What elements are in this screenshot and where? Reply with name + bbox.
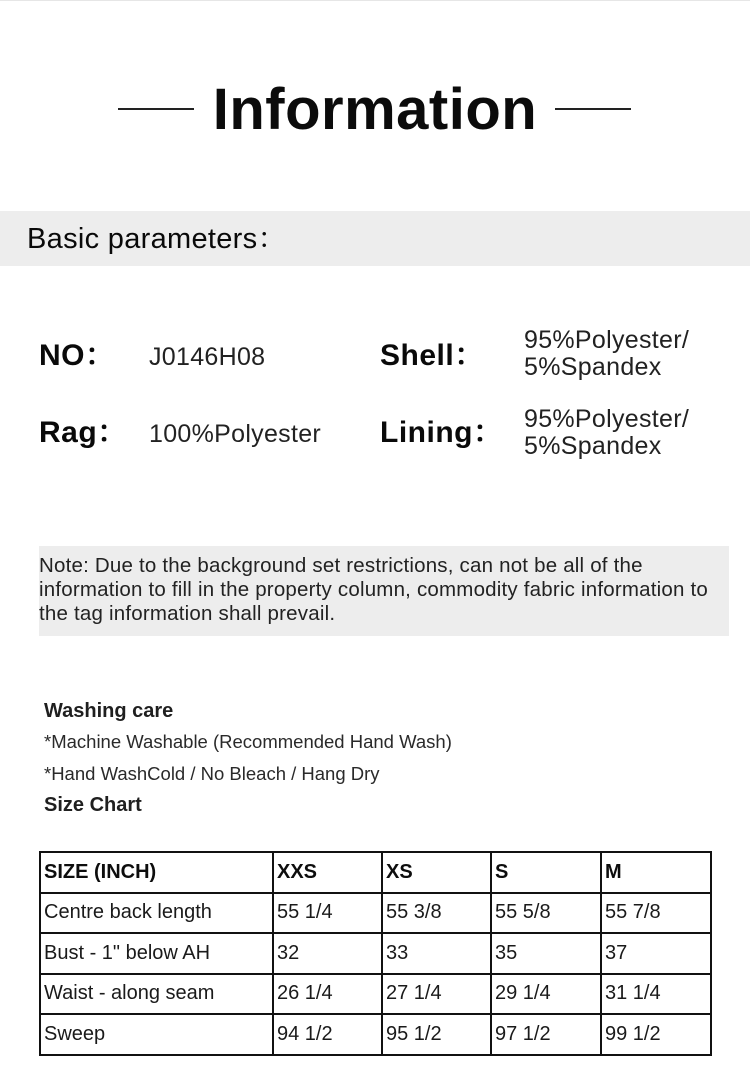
size-chart-heading: Size Chart [44,794,142,816]
table-cell: 55 7/8 [601,893,711,934]
table-cell: 27 1/4 [382,974,491,1015]
top-divider [0,0,750,1]
param-lining-value-line: 95%Polyester/ [524,405,690,433]
table-cell: 94 1/2 [273,1014,382,1055]
table-header-row [40,852,711,893]
param-no-label: NO： [39,339,116,372]
param-rag-label: Rag： [39,416,128,449]
note-text: Note: Due to the background set restrictions, can not be all of the information to fill in the property column, commodity fabric information to the tag information shall prevail. [39,554,708,625]
table-cell: 37 [601,933,711,974]
washing-care-heading: Washing care [44,700,174,722]
title-section [0,72,750,148]
table-header-cell: XS [382,852,491,893]
table-cell: 35 [491,933,601,974]
table-cell: 29 1/4 [491,974,601,1015]
table-cell: 32 [273,933,382,974]
table-row [40,974,711,1015]
param-lining-label: Lining： [380,416,504,449]
table-row [40,893,711,934]
param-rag-value: 100%Polyester [149,420,322,448]
table-header-cell: M [601,852,711,893]
param-shell-value [524,327,744,381]
table-header-cell: XXS [273,852,382,893]
table-cell: Sweep [40,1014,273,1055]
washing-care-line: *Machine Washable (Recommended Hand Wash) [44,731,452,752]
table-row [40,1014,711,1055]
table-cell: 55 1/4 [273,893,382,934]
table-cell: 99 1/2 [601,1014,711,1055]
table-cell: 95 1/2 [382,1014,491,1055]
table-row [40,933,711,974]
table-cell: Centre back length [40,893,273,934]
param-shell-value-line: 95%Polyester/ [524,326,690,354]
table-cell: 55 3/8 [382,893,491,934]
table-cell: Waist - along seam [40,974,273,1015]
param-lining-value-line: 5%Spandex [524,432,662,460]
title-right-rule [555,108,631,110]
param-shell-label: Shell： [380,339,485,372]
table-cell: 33 [382,933,491,974]
param-lining-value [524,406,744,460]
size-chart-table [39,851,712,1056]
param-no-value: J0146H08 [149,343,266,371]
table-cell: 31 1/4 [601,974,711,1015]
table-header-cell: S [491,852,601,893]
table-cell: 26 1/4 [273,974,382,1015]
table-cell: Bust - 1" below AH [40,933,273,974]
title-left-rule [118,108,194,110]
param-shell-value-line: 5%Spandex [524,353,662,381]
table-cell: 55 5/8 [491,893,601,934]
table-header-cell: SIZE (INCH) [40,852,273,893]
basic-parameters-title: Basic parameters： [27,223,287,255]
table-cell: 97 1/2 [491,1014,601,1055]
page-title: Information [212,77,538,142]
washing-care-line: *Hand WashCold / No Bleach / Hang Dry [44,763,380,784]
